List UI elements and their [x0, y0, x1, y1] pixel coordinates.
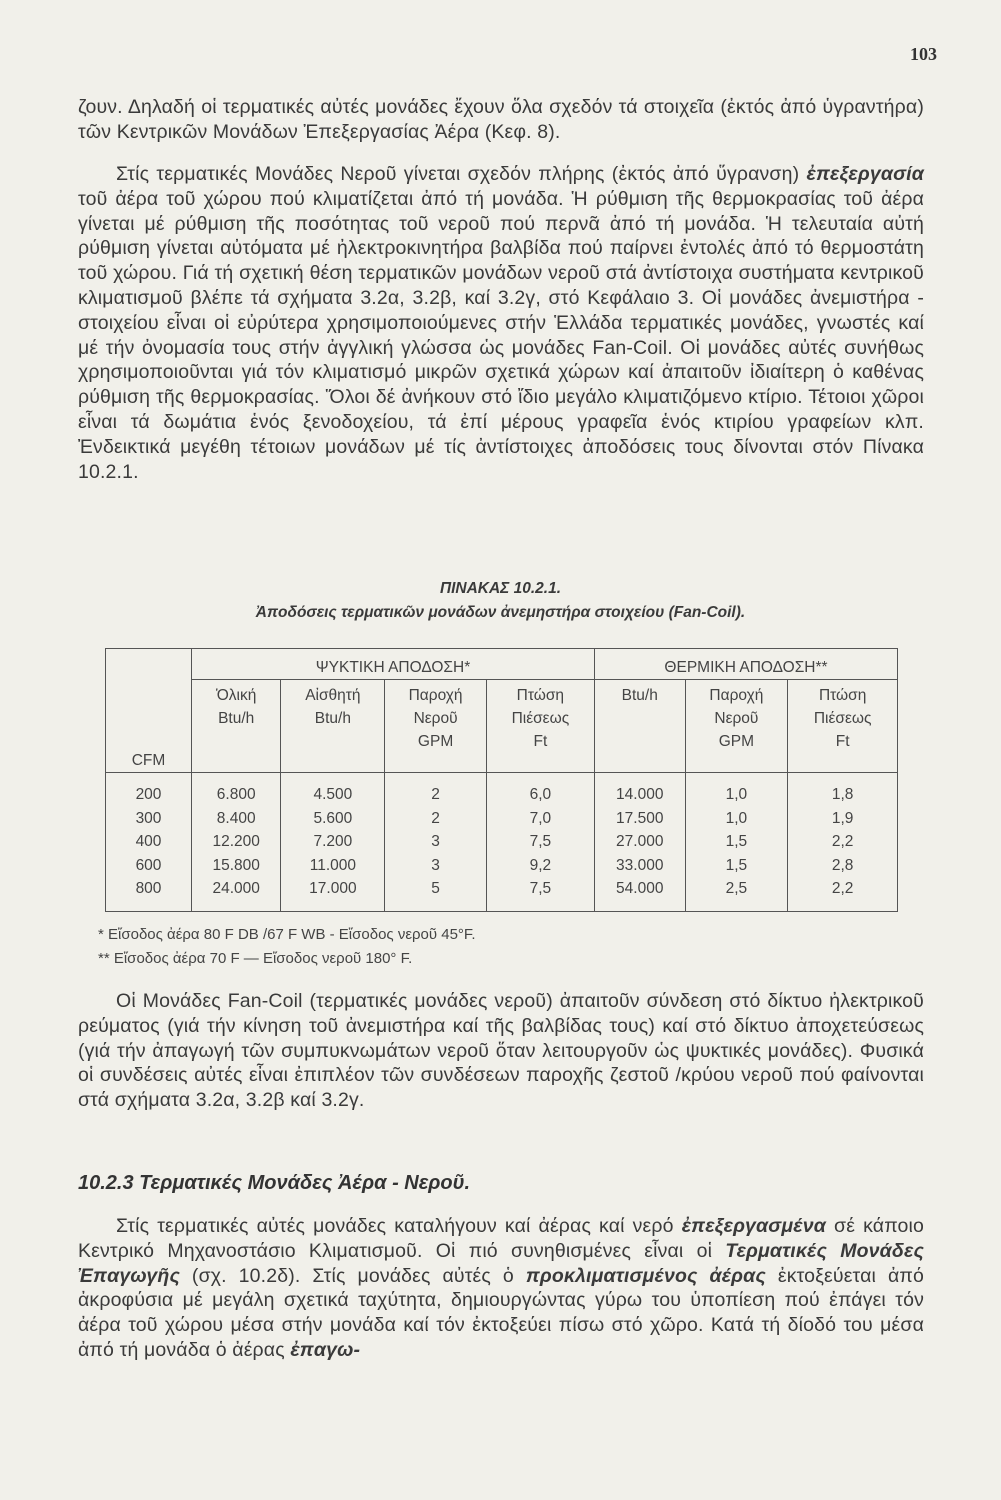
footnote-heating: ** Εἴσοδος ἀέρα 70 F — Εἴσοδος νεροῦ 180° F. [98, 950, 413, 967]
table-cell: 2 [385, 773, 486, 807]
paragraph-2-part-2: τοῦ ἀέρα τοῦ χώρου πού κλιματίζεται ἀπό τή μονάδα. Ἡ ρύθμιση τῆς θερμοκρασίας τοῦ ἀέρα γίνεται μέ ρύθμιση τῆς ποσότητας τοῦ νεροῦ πού περνᾶ ἀπό τή μονάδα. Ἡ τελευταία αὐτή ρύθμιση γίνεται αὐτόματα μέ ἠλεκτροκινητήρα βαλβίδα πού παίρνει ἐντολές ἀπό τό θερμοστάτη τοῦ χώρου. Γιά τή σχετική θέση τερματικῶν μονάδων νεροῦ στά ἀντίστοιχα συστήματα κεντρικοῦ κλιματισμοῦ βλέπε τά σχήματα 3.2α, 3.2β, καί 3.2γ, στό Κεφάλαιο 3. Οἱ μονάδες ἀνεμιστήρα - στοιχείου εἶναι οἱ εὐρύτερα χρησιμοποιούμενες στήν Ἑλλάδα τερματικές μονάδες, γνωστές καί μέ τήν ὀνομασία τους στήν ἀγγλική γλώσσα ὡς μονάδες Fan-Coil. Οἱ μονάδες αὐτές συνήθως χρησιμοποιοῦνται γιά τόν κλιματισμό μικρῶν σχετικά χώρων καί ἀπαιτοῦν ἰδιαίτερη ὁ καθένας ρύθμιση τῆς θερμοκρασίας. Ὅλοι δέ ἀνήκουν στό ἴδιο μεγάλο κλιματιζόμενο κτίριο. Τέτοιοι χῶροι εἶναι τά δωμάτια ἑνός ξενοδοχείου, τά ἐπί μέρους γραφεῖα ἑνός κτιρίου γραφείων κλπ. Ἐνδεικτικά μεγέθη τέτοιων μονάδων μέ τίς ἀντίστοιχες ἀποδόσεις τους δίνονται στόν Πίνακα 10.2.1. [78, 187, 924, 483]
table-row [106, 830, 898, 854]
table-cell: 4.500 [281, 773, 385, 807]
table-cell: 2,5 [685, 877, 788, 911]
table-cell: 7,5 [486, 877, 594, 911]
table-cell: 1,5 [685, 854, 788, 878]
header-heating: ΘΕΡΜΙΚΗ ΑΠΟΔΟΣΗ** [594, 649, 897, 680]
paragraph-4-part-2: σέ κάποιο Κεντρικό Μηχανοστάσιο Κλιματισμοῦ. Οἱ πιό συνηθισμένες εἶναι οἱ [78, 1215, 924, 1262]
header-cfm: CFM [106, 649, 192, 773]
table-cell: 54.000 [594, 877, 685, 911]
header-cooling-total [192, 680, 281, 773]
table-cell: 1,8 [788, 773, 898, 807]
header-line: Αἰσθητή [305, 687, 361, 704]
paragraph-air-water-units [78, 1214, 924, 1363]
paragraph-4-emphasis-3: προκλιματισμένος ἀέρας [525, 1264, 766, 1287]
header-line: Ft [835, 733, 850, 750]
table-cell: 15.800 [192, 854, 281, 878]
table-cell: 17.000 [281, 877, 385, 911]
table-cell: 800 [106, 877, 192, 911]
table-cell: 6,0 [486, 773, 594, 807]
header-line: Btu/h [218, 710, 255, 727]
table-cell: 1,0 [685, 807, 788, 831]
table-cell: 1,9 [788, 807, 898, 831]
paragraph-3-text: Οἱ Μονάδες Fan-Coil (τερματικές μονάδες νεροῦ) ἀπαιτοῦν σύνδεση στό δίκτυο ἠλεκτρικοῦ ρεύματος (γιά τήν κίνηση τοῦ ἀνεμιστήρα καί τῆς βαλβίδας τους) καί στό δίκτυο ἀποχετεύσεως (γιά τήν ἀπαγωγή τῶν συμπυκνωμάτων νεροῦ ὅταν λειτουργοῦν ὡς ψυκτικές μονάδες). Φυσικά οἱ συνδέσεις αὐτές εἶναι ἐπιπλέον τῶν συνδέσεων παροχῆς ζεστοῦ /κρύου νεροῦ πού φαίνονται στά σχήματα 3.2α, 3.2β καί 3.2γ. [78, 990, 924, 1112]
fan-coil-table [105, 648, 898, 912]
paragraph-4-emphasis-4: ἐπαγω- [290, 1338, 361, 1361]
table-cell: 7.200 [281, 830, 385, 854]
paragraph-1-text: ζουν. Δηλαδή οἱ τερματικές αὐτές μονάδες ἔχουν ὅλα σχεδόν τά στοιχεῖα (ἐκτός ἀπό ὑγραντήρα) τῶν Κεντρικῶν Μονάδων Ἐπεξεργασίας Ἀέρα (Κεφ. 8). [78, 96, 924, 143]
header-line: Νεροῦ [714, 710, 759, 727]
table-cell: 5 [385, 877, 486, 911]
section-heading: 10.2.3 Τερματικές Μονάδες Ἀέρα - Νεροῦ. [78, 1172, 471, 1194]
paragraph-water-units [78, 162, 924, 484]
table-cell: 27.000 [594, 830, 685, 854]
table-header [106, 649, 898, 773]
table-cell: 24.000 [192, 877, 281, 911]
table-cell: 17.500 [594, 807, 685, 831]
table-cell: 33.000 [594, 854, 685, 878]
table-cell: 3 [385, 830, 486, 854]
table-cell: 9,2 [486, 854, 594, 878]
header-cooling-sensible [281, 680, 385, 773]
header-line: Ὁλική [215, 687, 257, 704]
table-cell: 600 [106, 854, 192, 878]
paragraph-2-part-1: Στίς τερματικές Μονάδες Νεροῦ γίνεται σχεδόν πλήρης (ἐκτός ἀπό ὕγρανση) [116, 163, 807, 185]
header-heating-water-flow [685, 680, 788, 773]
header-line: Ft [533, 733, 548, 750]
table-cell: 2,2 [788, 877, 898, 911]
table-cell: 11.000 [281, 854, 385, 878]
paragraph-2-body [78, 162, 924, 484]
header-line: Πιέσεως [813, 710, 872, 727]
paragraph-4-emphasis-2: Τερματικές Μονάδες Ἐπαγωγῆς [78, 1239, 924, 1287]
table-cell: 400 [106, 830, 192, 854]
table-cell: 1,5 [685, 830, 788, 854]
table-cell: 2,8 [788, 854, 898, 878]
table-body [106, 773, 898, 912]
header-line: Btu/h [314, 710, 351, 727]
table-subheader-row [106, 680, 898, 773]
paragraph-4-body [78, 1214, 924, 1363]
table-cell: 12.200 [192, 830, 281, 854]
table-cell: 300 [106, 807, 192, 831]
table-cell: 7,5 [486, 830, 594, 854]
header-heating-pressure-drop [788, 680, 898, 773]
table-cell: 2,2 [788, 830, 898, 854]
table-row [106, 877, 898, 911]
header-line: Btu/h [621, 687, 658, 704]
header-line: GPM [417, 733, 454, 750]
table-cell: 1,0 [685, 773, 788, 807]
table-cell: 7,0 [486, 807, 594, 831]
header-cooling-pressure-drop [486, 680, 594, 773]
table-group-header-row [106, 649, 898, 680]
table-title: ΠΙΝΑΚΑΣ 10.2.1. [439, 580, 562, 597]
paragraph-continuation [78, 95, 924, 145]
paragraph-2-emphasis: ἐπεξεργασία [806, 163, 924, 185]
table-row [106, 854, 898, 878]
paragraph-fan-coil-connections [78, 989, 924, 1113]
table-cell: 2 [385, 807, 486, 831]
header-line: Νεροῦ [413, 710, 458, 727]
paragraph-4-part-1: Στίς τερματικές αὐτές μονάδες καταλήγουν καί ἀέρας καί νερό [116, 1215, 682, 1237]
table-cell: 5.600 [281, 807, 385, 831]
header-line: Παροχή [408, 687, 463, 704]
table-cell: 200 [106, 773, 192, 807]
table-subtitle: Ἀποδόσεις τερματικῶν μονάδων ἀνεμηστήρα στοιχείου (Fan-Coil). [255, 604, 746, 621]
page-number: 103 [910, 44, 937, 64]
table-cell: 3 [385, 854, 486, 878]
paragraph-4-part-4: ἐκτοξεύεται ἀπό ἀκροφύσια μέ μεγάλη σχετικά ταχύτητα, δημιουργώντας γύρω του ὑποπίεση πού ἐπάγει τόν ἀέρα τοῦ χώρου μέσα στήν μονάδα καί τόν ἐκτοξεύει πίσω στό χῶρο. Κατά τή δίοδό του μέσα ἀπό τή μονάδα ὁ ἀέρας [78, 1264, 924, 1361]
paragraph-4-emphasis-1: ἐπεξεργασμένα [681, 1215, 826, 1237]
table-row [106, 807, 898, 831]
table-cell: 6.800 [192, 773, 281, 807]
header-line: GPM [718, 733, 755, 750]
header-line: Πτώση [516, 687, 565, 704]
header-line: Πτώση [818, 687, 867, 704]
header-line: Πιέσεως [511, 710, 570, 727]
table-cell: 8.400 [192, 807, 281, 831]
table-row [106, 773, 898, 807]
footnote-cooling: * Εἴσοδος ἀέρα 80 F DB /67 F WB - Εἴσοδος νεροῦ 45°F. [98, 926, 476, 943]
table-cell: 14.000 [594, 773, 685, 807]
header-cooling: ΨΥΚΤΙΚΗ ΑΠΟΔΟΣΗ* [192, 649, 595, 680]
header-cooling-water-flow [385, 680, 486, 773]
paragraph-4-part-3: (σχ. 10.2δ). Στίς μονάδες αὐτές ὁ [180, 1264, 526, 1287]
header-heating-btu [594, 680, 685, 773]
header-line: Παροχή [709, 687, 764, 704]
